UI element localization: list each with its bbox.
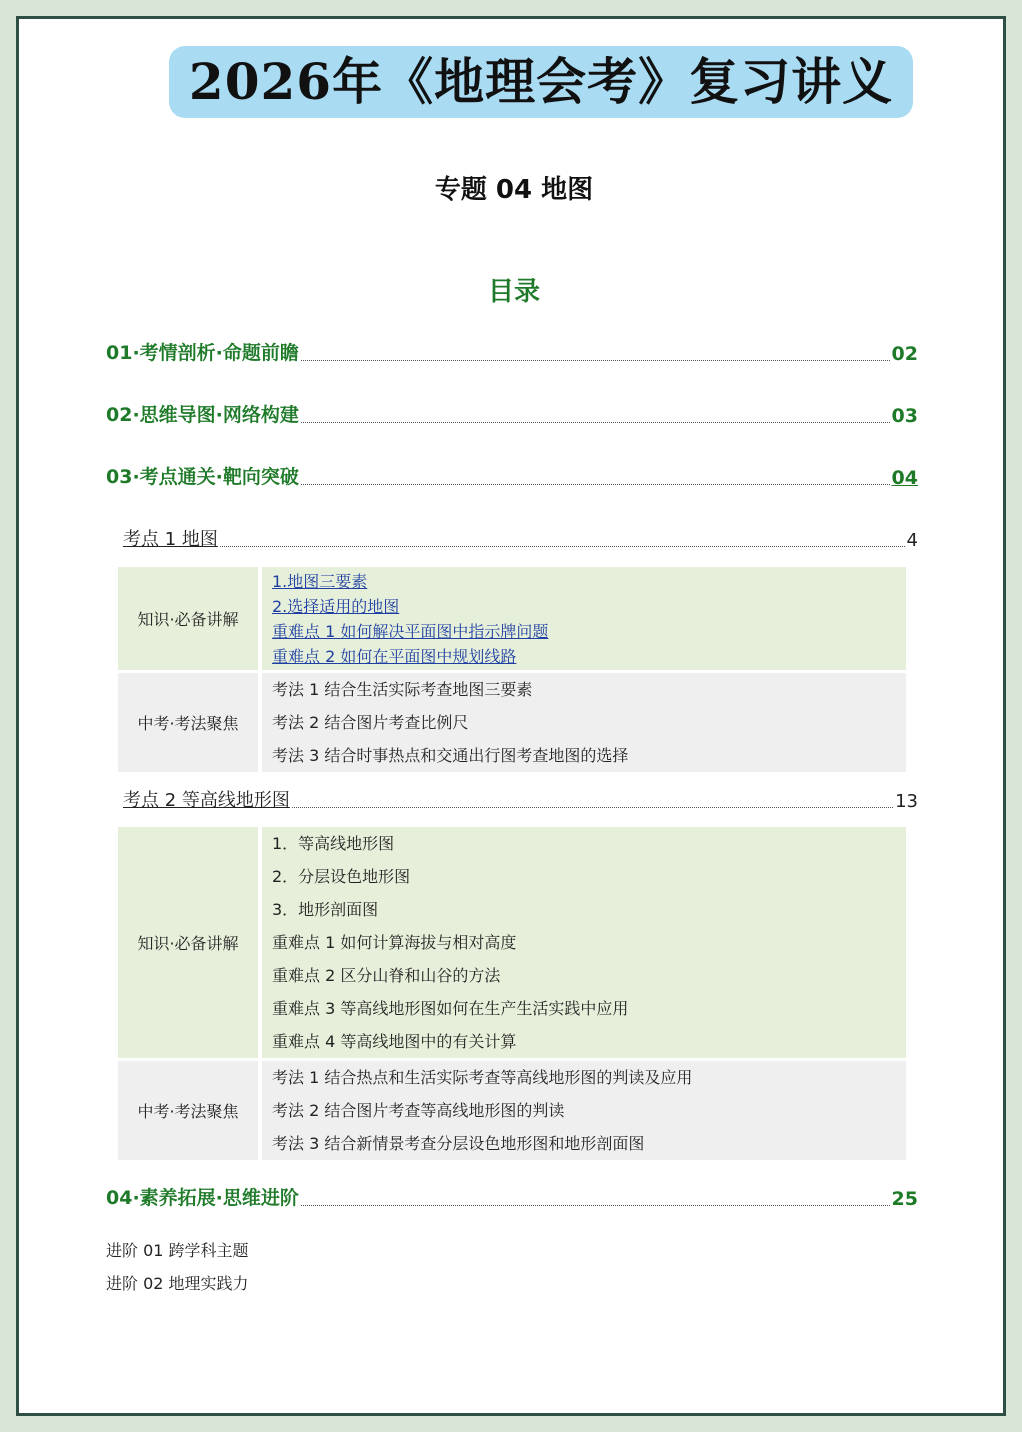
exam-row (118, 1061, 906, 1160)
section-label: 考点 1 地图 (123, 529, 218, 550)
exam-item: 考法 1 结合热点和生活实际考查等高线地形图的判读及应用 (272, 1068, 693, 1087)
knowledge-item: 重难点 2 区分山脊和山谷的方法 (272, 966, 501, 985)
toc-entry-label: 04·素养拓展·思维进阶 (106, 1187, 299, 1209)
section-2-table (118, 824, 906, 1163)
exam-category: 中考·考法聚焦 (118, 1061, 262, 1160)
knowledge-link[interactable]: 1.地图三要素 (272, 571, 368, 591)
knowledge-link[interactable]: 重难点 2 如何在平面图中规划线路 (272, 646, 517, 666)
toc-section-2[interactable] (123, 786, 918, 812)
toc-entry-page: 04 (891, 467, 918, 489)
knowledge-item: 重难点 4 等高线地图中的有关计算 (272, 1032, 517, 1051)
page-frame (16, 16, 1006, 1416)
knowledge-category: 知识·必备讲解 (118, 827, 262, 1058)
topic-subtitle: 专题 04 地图 (434, 175, 594, 205)
exam-item: 考法 3 结合新情景考查分层设色地形图和地形剖面图 (272, 1134, 645, 1153)
knowledge-item: 1．等高线地形图 (272, 834, 395, 853)
knowledge-item: 重难点 3 等高线地形图如何在生产生活实践中应用 (272, 999, 629, 1018)
knowledge-link[interactable]: 重难点 1 如何解决平面图中指示牌问题 (272, 621, 549, 641)
toc-heading: 目录 (487, 277, 540, 307)
document-title: 2026年《地理会考》复习讲义 (188, 52, 894, 111)
section-page: 4 (906, 530, 918, 551)
section-page: 13 (895, 791, 918, 812)
exam-items (262, 1061, 906, 1160)
exam-item: 考法 3 结合时事热点和交通出行图考查地图的选择 (272, 746, 629, 765)
toc-entry-02[interactable] (106, 401, 918, 427)
knowledge-row (118, 827, 906, 1058)
knowledge-items (262, 567, 906, 670)
toc-entry-01[interactable] (106, 339, 918, 365)
toc-entry-03[interactable] (106, 463, 918, 489)
exam-item: 考法 2 结合图片考查比例尺 (272, 713, 469, 732)
toc-leader-dots (301, 422, 890, 423)
toc-entry-label: 03·考点通关·靶向突破 (106, 466, 299, 488)
exam-item: 考法 1 结合生活实际考查地图三要素 (272, 680, 533, 699)
section-label: 考点 2 等高线地形图 (123, 790, 290, 811)
knowledge-items (262, 827, 906, 1058)
knowledge-item: 重难点 1 如何计算海拔与相对高度 (272, 933, 517, 952)
advanced-item: 进阶 02 地理实践力 (106, 1274, 249, 1293)
knowledge-link[interactable]: 2.选择适用的地图 (272, 596, 400, 616)
exam-items (262, 673, 906, 772)
toc-section-1[interactable] (123, 525, 918, 551)
toc-entry-page: 02 (891, 343, 918, 365)
toc-entry-label: 02·思维导图·网络构建 (106, 404, 299, 426)
knowledge-row (118, 567, 906, 670)
toc-leader-dots (220, 546, 905, 547)
toc-leader-dots (301, 484, 890, 485)
toc-leader-dots (301, 360, 890, 361)
toc-entry-page: 25 (891, 1188, 918, 1210)
exam-row (118, 673, 906, 772)
knowledge-category: 知识·必备讲解 (118, 567, 262, 670)
section-1-table (118, 564, 906, 775)
toc-leader-dots (292, 807, 893, 808)
exam-category: 中考·考法聚焦 (118, 673, 262, 772)
toc-entry-04[interactable] (106, 1184, 918, 1210)
toc-entry-page: 03 (891, 405, 918, 427)
advanced-item: 进阶 01 跨学科主题 (106, 1241, 249, 1260)
exam-item: 考法 2 结合图片考查等高线地形图的判读 (272, 1101, 565, 1120)
toc-leader-dots (301, 1205, 890, 1206)
knowledge-item: 3．地形剖面图 (272, 900, 379, 919)
toc-entry-label: 01·考情剖析·命题前瞻 (106, 342, 299, 364)
knowledge-item: 2．分层设色地形图 (272, 867, 411, 886)
